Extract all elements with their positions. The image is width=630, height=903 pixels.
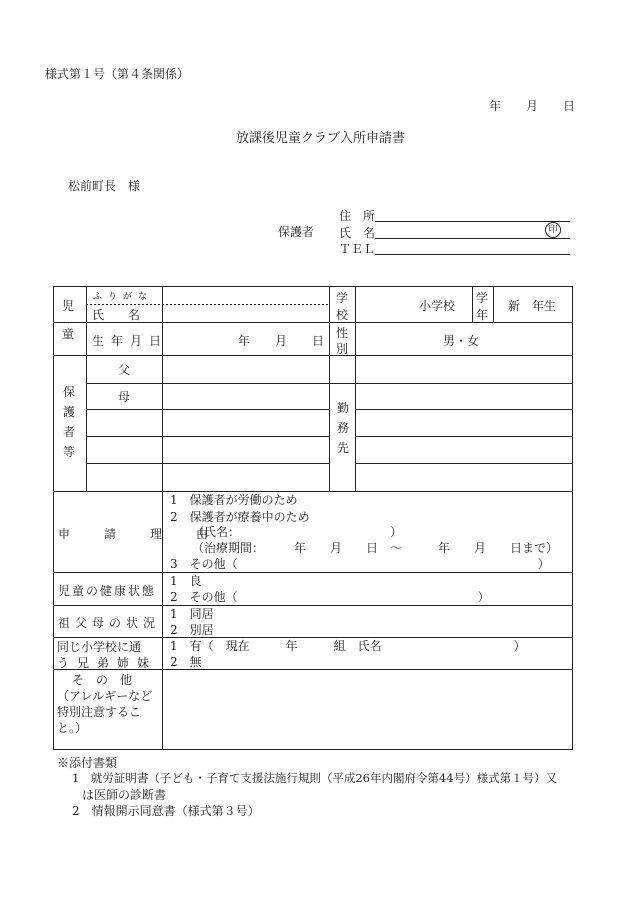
address-label: 住 所 (339, 209, 376, 223)
grade-value: 新 年生 (508, 299, 557, 313)
grandparents-item-1[interactable]: 1 同居 (170, 607, 214, 621)
attachment-item-1-line-2: は医師の診断書 (82, 788, 167, 802)
health-item-2[interactable]: 2 その他（ ） (170, 590, 490, 604)
child-group-label-1: 児 (62, 299, 75, 313)
attachment-item-2: 2 情報開示同意書（様式第３号） (72, 804, 260, 818)
addressee: 松前町長 様 (68, 179, 141, 193)
date-month: 月 (526, 99, 539, 113)
reason-item-1[interactable]: 1 保護者が労働のため (170, 493, 298, 507)
date-day: 日 (563, 99, 576, 113)
siblings-label-2: う兄弟姉妹 (57, 656, 158, 670)
reason-item-3[interactable]: 3 その他（ ） (170, 557, 550, 571)
other-label-3: 特別注意するこ (57, 705, 142, 719)
child-group-label-2: 童 (62, 327, 75, 341)
sex-label-2: 別 (336, 342, 349, 356)
grandparents-label: 祖父母の状況 (58, 616, 161, 630)
health-label: 児童の健康状態 (58, 584, 157, 598)
other-label-1: そ の 他 (72, 673, 133, 687)
date-year: 年 (489, 99, 502, 113)
birth-label: 生年月日 (92, 334, 169, 348)
siblings-item-2[interactable]: 2 無 (170, 655, 202, 669)
attachments-heading: ※添付書類 (57, 756, 118, 770)
birth-year: 年 (238, 334, 251, 348)
guardian-label: 保護者 (278, 225, 315, 239)
reason-patient-name[interactable]: （氏名： ） (192, 525, 403, 539)
workplace-group-label: 勤 務 先 (336, 401, 349, 455)
other-notes-field[interactable] (163, 670, 572, 749)
birth-day: 日 (312, 334, 325, 348)
furigana-label: ふりがな (93, 292, 154, 302)
attachment-item-1-line-1: 1 就労証明書（子ども・子育て支援法施行規則（平成26年内閣府令第44号）様式第１号）又 (72, 771, 558, 785)
grade-label-2: 年 (476, 308, 489, 322)
other-label-2: （アレルギーなど (57, 689, 153, 703)
reason-item-2[interactable]: 2 保護者が療養中のため (170, 510, 310, 524)
grade-label-1: 学 (476, 291, 489, 305)
school-label-1: 学 (336, 291, 349, 305)
tel-label: ＴＥＬ (339, 242, 376, 256)
name-label-cell: 氏 名 (92, 308, 141, 322)
siblings-item-1[interactable]: 1 有（ 現在 年 組 氏名 ） (170, 639, 526, 653)
father-label: 父 (118, 363, 131, 377)
reason-treatment-period[interactable]: （治療期間： 年 月 日 ～ 年 月 日まで） (192, 541, 559, 555)
health-item-1[interactable]: 1 良 (170, 574, 202, 588)
guardians-group-label: 保 護 者 等 (62, 385, 75, 459)
grandparents-item-2[interactable]: 2 別居 (170, 623, 214, 637)
name-label: 氏 名 (339, 226, 376, 240)
school-label-2: 校 (336, 308, 349, 322)
mother-label: 母 (118, 390, 131, 404)
form-number: 様式第１号（第４条関係） (45, 67, 190, 81)
sex-value[interactable]: 男・女 (443, 334, 480, 348)
siblings-label-1: 同じ小学校に通 (57, 640, 142, 654)
birth-month: 月 (275, 334, 288, 348)
seal-mark: 印 (545, 222, 561, 238)
reason-label: 申 請 理 由 (58, 527, 220, 541)
page-title: 放課後児童クラブ入所申請書 (236, 131, 406, 146)
other-label-4: と。） (57, 721, 88, 735)
school-suffix: 小学校 (419, 299, 456, 313)
sex-label-1: 性 (336, 326, 349, 340)
